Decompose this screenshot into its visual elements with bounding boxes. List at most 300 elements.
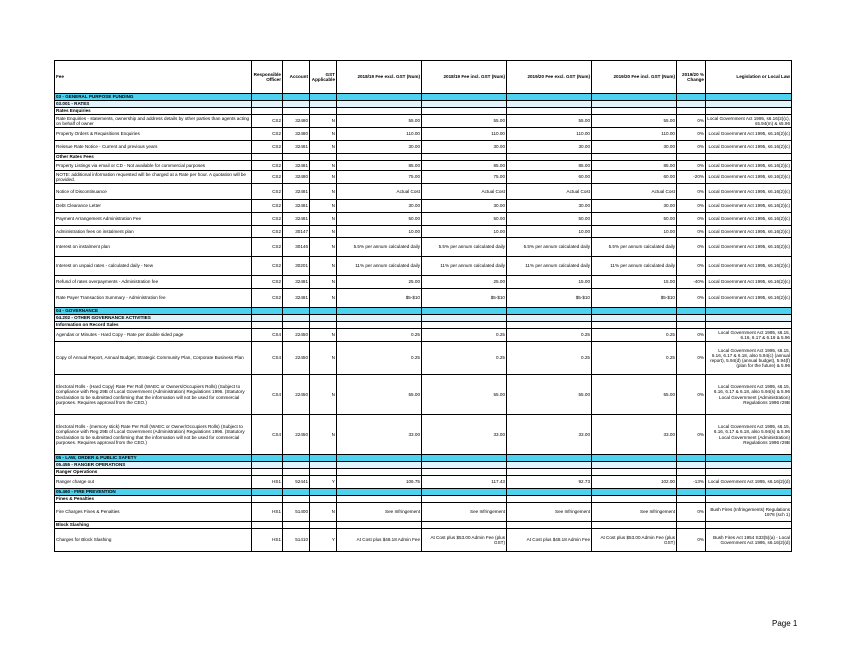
empty-cell [422,308,507,315]
fee-1920-excl: 15.00 [507,276,592,289]
legislation: Local Government Act 1995, s6.16(2)(c) [706,289,792,308]
percent-change: -20% [677,171,706,184]
fee-1920-excl: 55.00 [507,375,592,415]
fee-name: Fire Charges Fines & Penalties [55,503,252,522]
empty-cell [706,108,792,115]
fee-1920-excl: 0.25 [507,342,592,375]
empty-cell [422,455,507,462]
table-row [55,184,792,200]
table-row [55,238,792,257]
empty-cell [283,308,310,315]
fee-name: Rate Enquiries - statements, ownership and address details by other parties than agents acting on behalf of owner [55,115,252,128]
empty-cell [592,489,677,496]
fee-name: Charges for Block Slashing [55,529,252,552]
fee-1920-excl: Actual Cost [507,184,592,200]
fee-1920-incl: 30.00 [592,200,677,213]
fee-1920-incl: 102.00 [592,476,677,489]
account: 32481 [283,289,310,308]
col-1920-incl: 2019/20 Fee incl. GST (Num) [592,61,677,94]
empty-cell [507,489,592,496]
responsible-officer: CS2 [252,226,283,238]
empty-cell [677,101,706,108]
fee-1920-excl: $5-$10 [507,289,592,308]
gst-applicable: N [310,226,337,238]
fee-1819-excl: 33.00 [337,415,422,455]
table-row [55,171,792,184]
empty-cell [283,455,310,462]
fee-1920-incl: 60.00 [592,171,677,184]
responsible-officer: CS4 [252,342,283,375]
empty-cell [337,94,422,101]
account: 52441 [283,476,310,489]
empty-cell [507,469,592,476]
fee-1920-incl: 11% per annum calculated daily [592,257,677,276]
empty-cell [422,322,507,329]
empty-cell [507,322,592,329]
fee-1920-incl: 110.00 [592,128,677,141]
fee-1819-incl: 11% per annum calculated daily [422,257,507,276]
section-label: 03.001 - RATES [55,101,252,108]
account: 30146 [283,238,310,257]
table-row [55,329,792,342]
empty-cell [283,154,310,161]
fee-1819-excl: 11% per annum calculated daily [337,257,422,276]
empty-cell [283,469,310,476]
empty-cell [507,315,592,322]
empty-cell [252,496,283,503]
fee-1819-incl: 110.00 [422,128,507,141]
table-row [55,128,792,141]
fee-1819-incl: See Infringement [422,503,507,522]
empty-cell [337,496,422,503]
legislation: Local Government Act 1995, s6.16(2)(c) [706,161,792,171]
empty-cell [677,462,706,469]
fee-1920-excl: 50.00 [507,213,592,226]
empty-cell [252,455,283,462]
fee-1819-excl: Actual Cost [337,184,422,200]
fee-1920-excl: At Cost plus $48.18 Admin Fee [507,529,592,552]
account: 22450 [283,342,310,375]
empty-cell [422,315,507,322]
responsible-officer: HS1 [252,529,283,552]
fee-1819-excl: 30.00 [337,200,422,213]
fee-1819-incl: 55.00 [422,115,507,128]
fee-1819-incl: 0.25 [422,342,507,375]
fee-1819-excl: 30.00 [337,141,422,154]
fee-1819-excl: At Cost plus $48.18 Admin Fee [337,529,422,552]
fee-name: Property Orders & Requisitions Enquiries [55,128,252,141]
table-row [55,276,792,289]
account: 32480 [283,128,310,141]
empty-cell [706,462,792,469]
page-number: Page 1 [772,619,798,628]
fee-1920-incl: 5.5% per annum calculated daily [592,238,677,257]
empty-cell [252,108,283,115]
empty-cell [252,322,283,329]
empty-cell [337,322,422,329]
fee-1819-incl: 75.00 [422,171,507,184]
empty-cell [592,154,677,161]
fee-name: Payment Arrangement Administration Fee [55,213,252,226]
empty-cell [310,522,337,529]
empty-cell [422,462,507,469]
empty-cell [337,154,422,161]
legislation: Local Government Act 1995, s6.16(2)(c) [706,184,792,200]
fee-1920-incl: 15.00 [592,276,677,289]
account: 32480 [283,171,310,184]
empty-cell [310,489,337,496]
fee-name: Agendas or Minutes - Hard Copy - Rate per double sided page [55,329,252,342]
empty-cell [677,496,706,503]
empty-cell [422,94,507,101]
section-label: 05 - LAW, ORDER & PUBLIC SAFETY [55,455,252,462]
empty-cell [337,469,422,476]
percent-change: 0% [677,503,706,522]
empty-cell [507,496,592,503]
gst-applicable: Y [310,529,337,552]
fee-1819-excl: $5-$10 [337,289,422,308]
empty-cell [677,522,706,529]
empty-cell [283,101,310,108]
fee-1920-excl: 110.00 [507,128,592,141]
empty-cell [337,462,422,469]
col-account: Account [283,61,310,94]
empty-cell [283,462,310,469]
account: 32481 [283,213,310,226]
fee-1819-incl: 5.5% per annum calculated daily [422,238,507,257]
empty-cell [422,469,507,476]
percent-change: 0% [677,115,706,128]
fee-name: Property Listings via email or CD - Not available for commercial purposes [55,161,252,171]
section-label: Fines & Penalties [55,496,252,503]
group-row [55,154,792,161]
section-label: 05.455 - RANGER OPERATIONS [55,462,252,469]
table-row [55,226,792,238]
empty-cell [507,154,592,161]
section-label: Rates Enquiries [55,108,252,115]
empty-cell [283,322,310,329]
responsible-officer: CS2 [252,161,283,171]
legislation: Local Government Act 1995, s6.15, 6.16, 6.17 & 6.18, also 5.94(c) (annual report), 5.94(d) (annual budget), 5.94(f) (plan for the future) & 5.96 [706,342,792,375]
table-row [55,529,792,552]
percent-change: 0% [677,329,706,342]
responsible-officer: CS2 [252,128,283,141]
group-row [55,522,792,529]
header-row [55,61,792,94]
section-label: 04 - GOVERNANCE [55,308,252,315]
section-label: 03 - GENERAL PURPOSE FUNDING [55,94,252,101]
empty-cell [677,308,706,315]
fee-1920-incl: Actual Cost [592,184,677,200]
empty-cell [283,496,310,503]
gst-applicable: N [310,503,337,522]
empty-cell [706,322,792,329]
empty-cell [310,101,337,108]
gst-applicable: N [310,161,337,171]
legislation: Local Government Act 1995, s6.15, 6.16, 6.17 & 6.18, also 5.94(s) & 5.96 Local Government (Administration) Regulations 1996 r29B [706,375,792,415]
fee-name: Electoral Rolls - (Hard Copy) Rate Per Roll (WAEC or Owners/Occupiers Rolls) (Subject to compliance with Reg 29B of Local Government (Administration) Regulations 1996. (Statutory Declaration to be submitted confirming that the information will not be used for commercial purposes. Requires approval from the CEO.) [55,375,252,415]
legislation: Local Government Act 1995, s6.16(2)(d) [706,476,792,489]
percent-change: -40% [677,276,706,289]
percent-change: 0% [677,226,706,238]
empty-cell [310,315,337,322]
fee-1819-incl: 55.00 [422,375,507,415]
gst-applicable: N [310,257,337,276]
fee-name: Administration fees on instalment plan [55,226,252,238]
col-gst: GST Applicable [310,61,337,94]
fee-1819-incl: 30.00 [422,141,507,154]
section-label: Block Slashing [55,522,252,529]
empty-cell [507,522,592,529]
responsible-officer: CS2 [252,184,283,200]
fee-1920-incl: 55.00 [592,115,677,128]
gst-applicable: N [310,171,337,184]
empty-cell [337,315,422,322]
fee-1819-excl: 75.00 [337,171,422,184]
empty-cell [422,101,507,108]
empty-cell [283,108,310,115]
percent-change: -13% [677,476,706,489]
gst-applicable: N [310,141,337,154]
empty-cell [677,489,706,496]
empty-cell [706,455,792,462]
fee-1819-incl: 10.00 [422,226,507,238]
responsible-officer: HS1 [252,476,283,489]
gst-applicable: Y [310,476,337,489]
gst-applicable: N [310,342,337,375]
legislation: Bush Fires Act 1954 S33(5)(a) - Local Government Act 1995, s6.16(2)(d) [706,529,792,552]
percent-change: 0% [677,141,706,154]
empty-cell [422,154,507,161]
legislation: Local Government Act 1995, s6.15, 6.16, 6.17 & 6.18 & 5.96 [706,329,792,342]
responsible-officer: CS2 [252,141,283,154]
fee-name: Reissue Rate Notice - Current and previous years [55,141,252,154]
fee-1920-excl: 5.5% per annum calculated daily [507,238,592,257]
table-row [55,200,792,213]
col-fee: Fee [55,61,252,94]
fee-1920-excl: 30.00 [507,200,592,213]
empty-cell [592,455,677,462]
fee-1819-incl: 0.25 [422,329,507,342]
empty-cell [310,308,337,315]
fee-1920-excl: 0.25 [507,329,592,342]
fee-1920-incl: 50.00 [592,213,677,226]
responsible-officer: HS1 [252,503,283,522]
fee-name: Notice of Discontinuance [55,184,252,200]
fee-name: Debt Clearance Letter [55,200,252,213]
fee-1819-excl: 55.00 [337,375,422,415]
empty-cell [706,308,792,315]
fee-1819-incl: At Cost plus $53.00 Admin Fee (plus GST) [422,529,507,552]
fee-1920-excl: 30.00 [507,141,592,154]
fee-name: Refund of rates overpayments - Administration fee [55,276,252,289]
legislation: Local Government Act 1995, s6.16(2)(c) [706,257,792,276]
empty-cell [252,469,283,476]
fee-1920-incl: At Cost plus $53.00 Admin Fee (plus GST) [592,529,677,552]
empty-cell [507,108,592,115]
responsible-officer: CS2 [252,289,283,308]
empty-cell [310,94,337,101]
table-row [55,161,792,171]
group-row [55,496,792,503]
fee-1920-incl: 55.00 [592,375,677,415]
fee-name: NOTE: additional information requested will be charged at a Rate per hour. A quotation will be provided. [55,171,252,184]
fee-1920-incl: See Infringement [592,503,677,522]
percent-change: 0% [677,213,706,226]
fee-1819-incl: 85.00 [422,161,507,171]
responsible-officer: CS2 [252,115,283,128]
legislation: Local Government Act 1995, s6.16(2)(c) [706,213,792,226]
empty-cell [283,522,310,529]
gst-applicable: N [310,329,337,342]
fee-table [54,60,792,552]
gst-applicable: N [310,200,337,213]
group-row [55,108,792,115]
fee-1920-incl: 85.00 [592,161,677,171]
empty-cell [310,154,337,161]
legislation: Local Government Act 1995, s6.16(2)(c) [706,226,792,238]
table-row [55,415,792,455]
gst-applicable: N [310,375,337,415]
account: 30147 [283,226,310,238]
empty-cell [283,94,310,101]
gst-applicable: N [310,238,337,257]
percent-change: 0% [677,184,706,200]
empty-cell [507,308,592,315]
group-row [55,322,792,329]
subsection-row [55,315,792,322]
empty-cell [592,469,677,476]
fee-1819-excl: See Infringement [337,503,422,522]
account: 22450 [283,415,310,455]
table-row [55,257,792,276]
fee-1920-excl: 10.00 [507,226,592,238]
fee-1819-excl: 5.5% per annum calculated daily [337,238,422,257]
account: 22450 [283,375,310,415]
table-row [55,213,792,226]
table-row [55,375,792,415]
fee-schedule [54,60,791,552]
empty-cell [283,489,310,496]
fee-1920-excl: 92.73 [507,476,592,489]
gst-applicable: N [310,289,337,308]
empty-cell [310,469,337,476]
empty-cell [337,489,422,496]
fee-1920-excl: 60.00 [507,171,592,184]
subsection-row [55,462,792,469]
responsible-officer: CS2 [252,238,283,257]
empty-cell [677,94,706,101]
legislation: Local Government Act 1995, s6.16(2)(c) [706,276,792,289]
fee-1920-excl: 11% per annum calculated daily [507,257,592,276]
empty-cell [592,322,677,329]
account: 32480 [283,115,310,128]
percent-change: 0% [677,342,706,375]
fee-1920-incl: $5-$10 [592,289,677,308]
fee-1819-incl: Actual Cost [422,184,507,200]
empty-cell [252,315,283,322]
empty-cell [422,108,507,115]
fee-1819-excl: 106.75 [337,476,422,489]
col-1920-excl: 2019/20 Fee excl. GST (Num) [507,61,592,94]
empty-cell [507,94,592,101]
account: 22450 [283,329,310,342]
fee-1920-incl: 0.25 [592,329,677,342]
legislation: Local Government Act 1995, s6.16(2)(c) [706,128,792,141]
fee-1920-incl: 10.00 [592,226,677,238]
account: 30201 [283,257,310,276]
percent-change: 0% [677,529,706,552]
fee-1819-excl: 110.00 [337,128,422,141]
table-row [55,476,792,489]
percent-change: 0% [677,128,706,141]
empty-cell [592,101,677,108]
empty-cell [592,94,677,101]
legislation: Local Government Act 1995, s6.16(2)(c) [706,200,792,213]
empty-cell [706,522,792,529]
account: 51400 [283,503,310,522]
empty-cell [252,101,283,108]
empty-cell [337,108,422,115]
empty-cell [507,462,592,469]
empty-cell [252,94,283,101]
gst-applicable: N [310,115,337,128]
section-row [55,308,792,315]
empty-cell [677,315,706,322]
section-row [55,94,792,101]
table-row [55,503,792,522]
fee-1819-incl: $5-$10 [422,289,507,308]
empty-cell [337,308,422,315]
empty-cell [337,101,422,108]
responsible-officer: CS2 [252,276,283,289]
fee-1920-incl: 0.25 [592,342,677,375]
fee-1819-excl: 85.00 [337,161,422,171]
fee-1920-excl: See Infringement [507,503,592,522]
empty-cell [706,469,792,476]
percent-change: 0% [677,161,706,171]
responsible-officer: CS4 [252,415,283,455]
fee-1819-incl: 30.00 [422,200,507,213]
col-1819-incl: 2018/19 Fee incl. GST (Num) [422,61,507,94]
empty-cell [592,522,677,529]
section-label: Information on Record Sales [55,322,252,329]
empty-cell [310,496,337,503]
empty-cell [422,489,507,496]
table-row [55,289,792,308]
empty-cell [592,315,677,322]
empty-cell [310,462,337,469]
fee-1920-excl: 33.00 [507,415,592,455]
empty-cell [677,469,706,476]
empty-cell [310,108,337,115]
fee-1819-incl: 25.00 [422,276,507,289]
empty-cell [422,522,507,529]
table-row [55,115,792,128]
empty-cell [706,489,792,496]
fee-1920-excl: 85.00 [507,161,592,171]
empty-cell [706,101,792,108]
empty-cell [677,322,706,329]
empty-cell [252,462,283,469]
fee-1920-incl: 30.00 [592,141,677,154]
legislation: Local Government Act 1995, s6.15, 6.16, 6.17 & 6.18, also 5.94(s) & 5.96 Local Government (Administration) Regulations 1996 r29B [706,415,792,455]
section-label: Ranger Operations [55,469,252,476]
account: 32481 [283,184,310,200]
empty-cell [677,455,706,462]
percent-change: 0% [677,200,706,213]
gst-applicable: N [310,128,337,141]
